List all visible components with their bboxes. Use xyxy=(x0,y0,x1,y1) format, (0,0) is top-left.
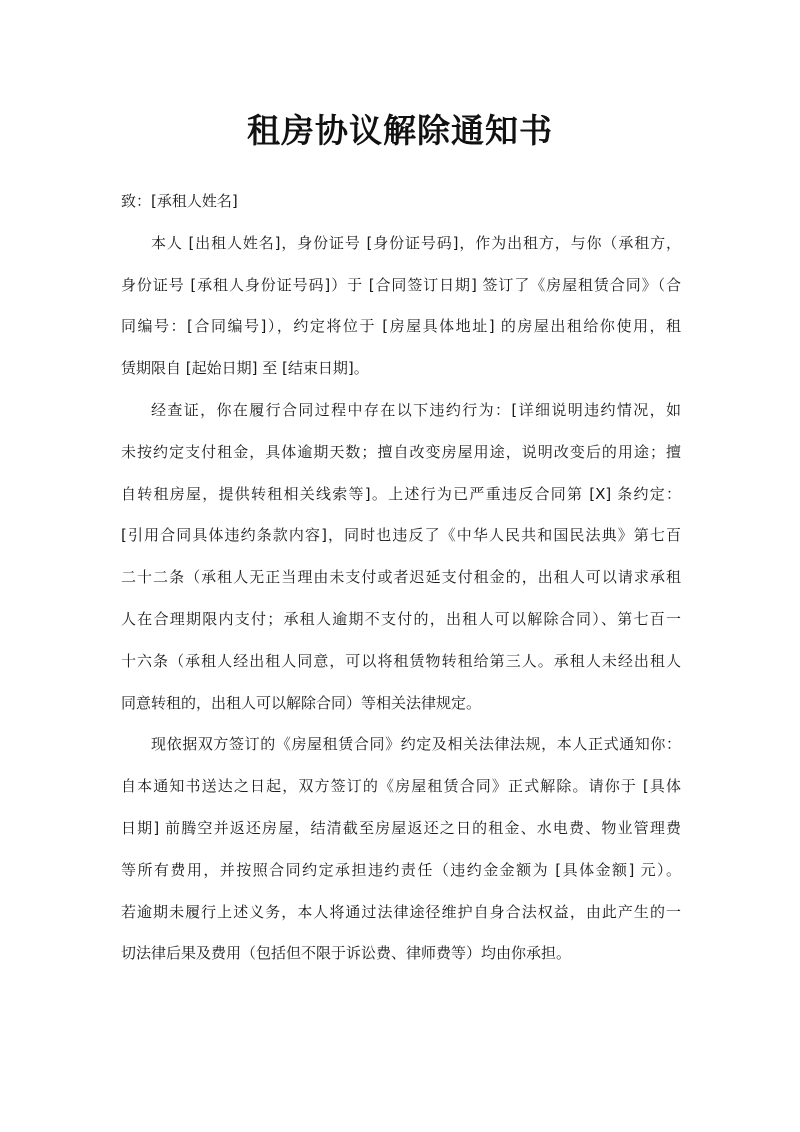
paragraph-2-line: 经查证，你在履行合同过程中存在以下违约行为：[详细说明违约情况，如 xyxy=(151,400,681,419)
document-body xyxy=(121,186,681,980)
paragraph-2-line: 二十二条（承租人无正当理由未支付或者迟延支付租金的，出租人可以请求承租 xyxy=(121,568,681,587)
paragraph-1-line: 本人 [出租人姓名]，身份证号 [身份证号码]，作为出租方，与你（承租方， xyxy=(151,233,681,252)
paragraph-3-line: 等所有费用，并按照合同约定承担违约责任（违约金金额为 [具体金额] 元）。 xyxy=(121,860,681,879)
paragraph-3-line: 日期] 前腾空并返还房屋，结清截至房屋返还之日的租金、水电费、物业管理费 xyxy=(121,818,681,837)
document-title: 租房协议解除通知书 xyxy=(247,111,553,150)
paragraph-2-line: 未按约定支付租金，具体逾期天数；擅自改变房屋用途，说明改变后的用途；擅 xyxy=(121,442,681,461)
paragraph-1-line: 身份证号 [承租人身份证号码]）于 [合同签订日期] 签订了《房屋租赁合同》（合 xyxy=(121,275,681,294)
paragraph-2-line: [引用合同具体违约条款内容]，同时也违反了《中华人民共和国民法典》第七百 xyxy=(121,526,681,545)
paragraph-3-line: 现依据双方签订的《房屋租赁合同》约定及相关法律法规，本人正式通知你： xyxy=(151,735,681,754)
paragraph-1-line: 同编号：[合同编号]），约定将位于 [房屋具体地址] 的房屋出租给你使用，租 xyxy=(121,317,681,336)
paragraph-2-line: 人在合理期限内支付；承租人逾期不支付的，出租人可以解除合同）、第七百一 xyxy=(121,609,681,628)
paragraph-3-line: 切法律后果及费用（包括但不限于诉讼费、律师费等）均由你承担。 xyxy=(121,944,572,963)
salutation-line: 致：[承租人姓名] xyxy=(121,192,238,210)
paragraph-2-line: 自转租房屋，提供转租相关线索等]。上述行为已严重违反合同第 [X] 条约定： xyxy=(121,484,681,503)
paragraph-1-line: 赁期限自 [起始日期] 至 [结束日期]。 xyxy=(121,359,369,378)
paragraph-2-line: 同意转租的，出租人可以解除合同）等相关法律规定。 xyxy=(121,693,482,712)
paragraph-3-line: 自本通知书送达之日起，双方签订的《房屋租赁合同》正式解除。请你于 [具体 xyxy=(121,777,681,796)
paragraph-3-line: 若逾期未履行上述义务，本人将通过法律途径维护自身合法权益，由此产生的一 xyxy=(121,902,681,921)
paragraph-2-line: 十六条（承租人经出租人同意，可以将租赁物转租给第三人。承租人未经出租人 xyxy=(121,651,681,670)
